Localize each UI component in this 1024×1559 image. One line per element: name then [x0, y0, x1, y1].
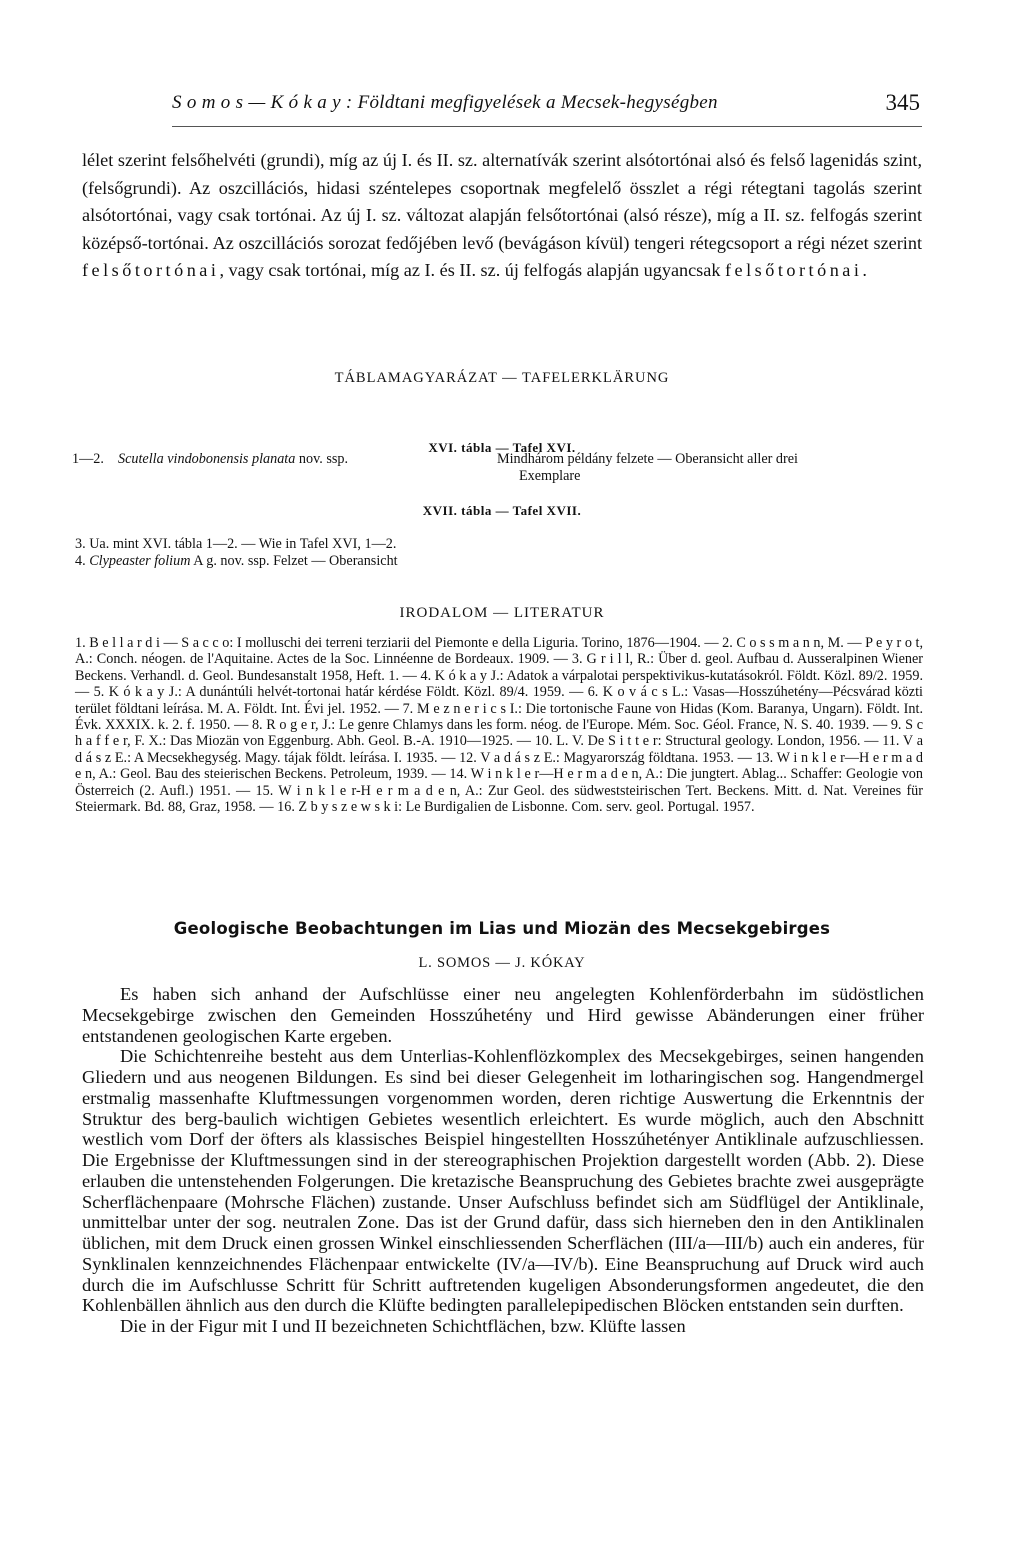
german-summary-authors: L. SOMOS — J. KÓKAY — [418, 955, 586, 971]
hu-text-1: lélet szerint felsőhelvéti (grundi), míg az új I. és II. sz. alternatívák szerint alsótortónai alsó és felső lagenidás szint, (felsőgrundi). Az oszcillációs, hidasi széntelepes csoportnak megfelelő összlet a régi rétegtani tagolás szerint alsótortónai, vagy csak tortónai. Az új I. sz. változat alapján felsőtortónai (alsó része), míg a II. sz. felfogás szerint középső-tortónai. Az oszcillációs sorozat fedőjében levő (bevágáson kívül) tengeri rétegcsoport a régi nézet szerint — [82, 150, 922, 253]
page-number: 345 — [885, 90, 920, 115]
entry-description — [497, 451, 932, 484]
german-paragraph-3-text: Die in der Figur mit I und II bezeichneten Schichtflächen, bzw. Klüfte lassen — [120, 1316, 686, 1336]
plate-explanation-heading: TÁBLAMAGYARÁZAT — TAFELERKLÄRUNG — [334, 370, 670, 386]
entry-rest: nov. ssp. — [298, 451, 349, 467]
hu-text-2: , vagy csak tortónai, míg az I. és II. sz. új felfogás alapján ugyancsak — [219, 260, 725, 281]
running-title: S o m o s — K ó k a y : Földtani megfigyelések a Mecsek-hegységben — [172, 92, 718, 113]
page-header — [172, 92, 922, 127]
entry-taxon: Clypeaster folium — [89, 553, 191, 569]
plate-entry-3: 3. Ua. mint XVI. tábla 1—2. — Wie in Tafel XVI, 1—2. — [75, 536, 397, 552]
german-summary-title: Geologische Beobachtungen im Lias und Miozän des Mecsekgebirges — [173, 919, 831, 938]
hu-spaced-term-2: felsőtortónai — [724, 260, 863, 281]
german-paragraph-3 — [82, 1316, 924, 1337]
entry-taxon: Scutella vindobonensis planata — [118, 451, 296, 467]
entry-description-hu: Mindhárom példány felzete — Oberansicht aller drei — [497, 451, 798, 467]
german-paragraph-1-text: Es haben sich anhand der Aufschlüsse einer neu angelegten Kohlenförderbahn im südöstlichen Mecsekgebirge zwischen den Gemeinden Hosszúhetény und Hird gewisse Abänderungen einer früher entstandenen geologischen Karte ergeben. — [82, 984, 924, 1046]
german-summary-body — [82, 984, 924, 1337]
entry-rest: A g. nov. ssp. Felzet — Oberansicht — [193, 553, 398, 569]
german-paragraph-2-text: Die Schichtenreihe besteht aus dem Unterlias-Kohlenflözkomplex des Mecsekgebirges, seinen hangenden Gliedern und aus neogenen Bildungen. Es sind bei dieser Gelegenheit im lotharingischen sog. Hangendmergel erstmalig massenhafte Kluftmessungen vorgenommen worden, deren richtige Auswertung die Erkenntnis der Struktur des berg-baulich wichtigen Gebietes wesentlich erleichtert. Es wurde möglich, auch den Abschnitt westlich vom Dorf der öfters als klassisches Beispiel hingestellten Hosszúhetényer Antiklinale aufzuschliessen. Die Ergebnisse der Kluftmessungen sind in der stereographischen Projektion dargestellt worden (Abb. 2). Diese erlauben die untenstehenden Folgerungen. Die kretazische Beanspruchung des Gebietes brachte zwei ausgeprägte Scherflächenpaare (Mohrsche Flächen) zustande. Unser Aufschluss befindet sich am Südflügel der Antiklinale, unmittelbar unter der sog. neutralen Zone. Das ist der Grund dafür, dass sich hierneben den in den Antiklinalen üblichen, mit dem Druck einen grossen Winkel einschliessenden Scherflächen (III/a—III/b) auch ein anderes, für Synklinalen kennzeichnendes Flächenpaar entwickelte (IV/a—IV/b). Eine Beanspruchung auf Druck wird auch durch die im Aufschlusse Schritt für Schritt auftretenden kugeligen Absonderungsformen angedeutet, die den Kohlenbällen ähnlich aus den durch die Klüfte bedingten parallelepipedischen Blöcken entstanden sein durften. — [82, 1046, 924, 1316]
plate-16-heading: XVI. tábla — Tafel XVI. — [428, 440, 576, 455]
literature-list: 1. B e l l a r d i — S a c c o: I molluschi dei terreni terziarii del Piemonte e della Liguria. Torino, 1876—1904. — 2. C o s s m a n n, M. — P e y r o t, A.: Conch. néogen. de l'Aquitaine. Actes de la Soc. Linnéenne de Bordeaux. 1909. — 3. G r i l l, R.: Über d. geol. Aufbau d. Ausseralpinen Wiener Beckens. Verhandl. d. Geol. Bundesanstalt 1958, Heft. 1. — 4. K ó k a y J.: Adatok a várpalotai perspektivikus-kutatásokról. Földt. Közl. 89/2. 1959. — 5. K ó k a y J.: A dunántúli helvét-tortonai határ kérdése Földt. Közl. 89/4. 1959. — 6. K o v á c s L.: Vasas—Hosszúhetény—Pécsvárad közti terület földtani leírása. M. A. Földt. Int. Évi jel. 1952. — 7. M e z n e r i c s I.: Die tortonische Faune von Hidas (Kom. Baranya, Ungarn). Földt. Int. Évk. XXXIX. k. 2. f. 1950. — 8. R o g e r, J.: Le genre Chlamys dans les form. néog. de l'Europe. Mém. Soc. Géol. France, N. S. 40. 1939. — 9. S c h a f f e r, F. X.: Das Miozän von Eggenburg. Abh. Geol. B.-A. 1910—1925. — 10. L. V. De S i t t e r: Structural geology. London, 1956. — 11. V a d á s z E.: A Mecsekhegység. Magy. tájak földt. leírása. I. 1935. — 12. V a d á s z E.: Magyarország földtana. 1953. — 13. W i n k l e r—H e r m a d e n, A.: Geol. Bau des steierischen Beckens. Petroleum, 1939. — 14. W i n k l e r—H e r m a d e n, A.: Die jungtert. Ablag... Schaffer: Geologie von Österreich (2. Aufl.) 1951. — 15. W i n k l e r-H e r m a d e n, A.: Zur Geol. des südweststeirischen Tert. Beckens. Mitt. d. Nat. Vereines für Steiermark. Bd. 88, Graz, 1958. — 16. Z b y s z e w s k i: Le Burdigalien de Lisbonne. Com. serv. geol. Portugal. 1957. — [75, 635, 923, 816]
literature-heading: IRODALOM — LITERATUR — [399, 605, 605, 621]
german-paragraph-1 — [82, 984, 924, 1046]
hungarian-paragraph — [82, 147, 922, 285]
entry-number: 4. — [75, 553, 86, 569]
german-paragraph-2 — [82, 1046, 924, 1316]
plate-17-heading: XVII. tábla — Tafel XVII. — [422, 503, 582, 518]
entry-description-cont: Exemplare — [519, 467, 581, 484]
plate-entry-4 — [75, 553, 398, 570]
hu-text-3: . — [862, 260, 867, 281]
entry-number: 1—2. — [72, 451, 104, 467]
hu-spaced-term-1: felsőtortónai — [82, 260, 220, 281]
entry-taxon-line — [118, 451, 348, 468]
